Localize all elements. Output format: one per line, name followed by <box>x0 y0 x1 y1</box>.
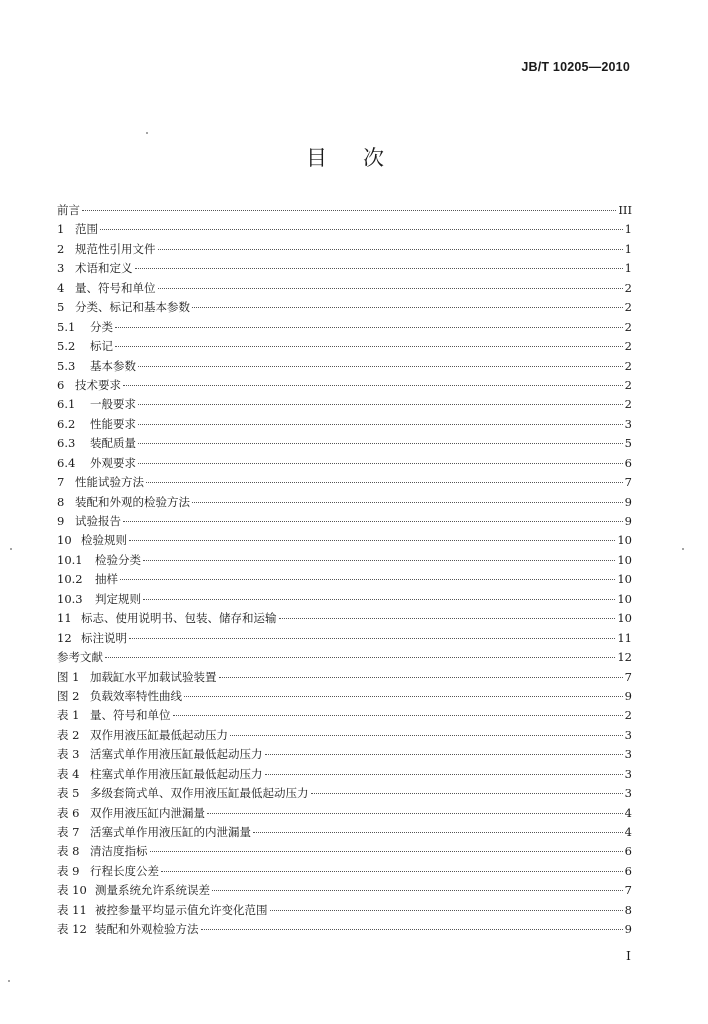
toc-entry <box>57 279 632 298</box>
toc-entry-title: 试验报告 <box>75 514 121 528</box>
dot-leader <box>115 346 623 347</box>
dot-leader <box>115 327 623 328</box>
toc-entry <box>57 901 632 920</box>
toc-entry-number: 7 <box>57 475 65 490</box>
toc-entry-title: 前言 <box>57 203 80 217</box>
toc-entry-page: 9 <box>624 514 632 528</box>
toc-entry-page: III <box>618 203 632 217</box>
toc-entry <box>57 842 632 861</box>
toc-entry-page: 10 <box>617 533 632 548</box>
table-of-contents <box>57 201 632 940</box>
toc-entry <box>57 298 632 317</box>
dot-leader <box>138 463 623 464</box>
toc-entry-number: 表 8 <box>57 844 80 859</box>
toc-entry <box>57 357 632 376</box>
page-number: I <box>626 948 631 963</box>
toc-entry-number: 5.1 <box>57 319 76 334</box>
toc-entry-number: 12 <box>57 630 72 645</box>
toc-entry-title: 检验分类 <box>95 552 141 567</box>
dot-leader <box>230 735 623 736</box>
toc-entry <box>57 726 632 745</box>
toc-entry <box>57 531 632 550</box>
toc-entry <box>57 434 632 453</box>
toc-entry-number: 3 <box>57 261 65 276</box>
toc-entry-title: 量、符号和单位 <box>75 280 156 295</box>
dot-leader <box>158 288 623 289</box>
dot-leader <box>143 599 615 600</box>
toc-entry-number: 9 <box>57 514 65 528</box>
toc-entry <box>57 240 632 259</box>
toc-entry <box>57 706 632 725</box>
toc-entry <box>57 473 632 492</box>
toc-entry <box>57 590 632 609</box>
toc-entry-page: 2 <box>624 358 632 373</box>
toc-entry-page: 3 <box>624 727 632 742</box>
toc-entry-title: 清洁度指标 <box>90 844 148 859</box>
toc-entry-title: 加载缸水平加载试验装置 <box>90 669 217 684</box>
toc-entry-number: 5 <box>57 300 65 315</box>
toc-entry <box>57 201 632 220</box>
toc-entry-page: 1 <box>624 241 632 256</box>
toc-entry-number: 图 1 <box>57 669 80 684</box>
toc-entry <box>57 920 632 939</box>
dot-leader <box>158 249 623 250</box>
dot-leader <box>143 560 615 561</box>
toc-entry <box>57 259 632 278</box>
toc-entry-number: 5.3 <box>57 358 76 373</box>
dot-leader <box>129 638 615 639</box>
toc-entry-page: 10 <box>617 552 632 567</box>
toc-entry-page: 2 <box>624 319 632 334</box>
toc-entry-page: 2 <box>624 397 632 412</box>
toc-entry-page: 3 <box>624 766 632 781</box>
toc-entry-number: 表 1 <box>57 708 80 723</box>
dot-leader <box>150 851 623 852</box>
toc-entry-page: 5 <box>624 436 632 451</box>
toc-entry-title: 装配和外观的检验方法 <box>75 494 190 509</box>
toc-entry <box>57 376 632 395</box>
toc-entry-page: 10 <box>617 572 632 587</box>
toc-entry-page: 12 <box>617 650 632 665</box>
dot-leader <box>146 482 623 483</box>
toc-entry-page: 4 <box>624 825 632 839</box>
toc-entry-title: 外观要求 <box>90 455 136 470</box>
dot-leader <box>270 910 623 911</box>
toc-entry-page: 2 <box>624 280 632 295</box>
toc-entry <box>57 395 632 414</box>
standard-code: JB/T 10205—2010 <box>521 60 630 74</box>
toc-entry-title: 范围 <box>75 222 98 237</box>
toc-entry-page: 2 <box>624 708 632 723</box>
dot-leader <box>184 696 623 697</box>
toc-entry-number: 6.4 <box>57 455 76 470</box>
dot-leader <box>161 871 623 872</box>
dot-leader <box>129 540 615 541</box>
toc-entry-number: 表 11 <box>57 902 87 917</box>
dot-leader <box>138 366 623 367</box>
toc-entry-number: 1 <box>57 222 65 237</box>
toc-entry <box>57 551 632 570</box>
page-title: 目次 <box>306 146 420 170</box>
dot-leader <box>138 404 623 405</box>
dot-leader <box>212 890 623 891</box>
dot-leader <box>201 929 623 930</box>
toc-entry-title: 活塞式单作用液压缸的内泄漏量 <box>90 825 251 839</box>
dot-leader <box>123 521 623 522</box>
toc-entry-number: 表 3 <box>57 747 80 762</box>
toc-entry-number: 6.2 <box>57 416 76 431</box>
toc-entry-title: 装配质量 <box>90 436 136 451</box>
toc-entry-page: 2 <box>624 339 632 354</box>
toc-entry-title: 双作用液压缸内泄漏量 <box>90 805 205 820</box>
toc-entry <box>57 881 632 900</box>
toc-entry-number: 表 5 <box>57 786 80 801</box>
dot-leader <box>173 715 623 716</box>
toc-entry-number: 6.1 <box>57 397 76 412</box>
toc-entry <box>57 745 632 764</box>
toc-entry <box>57 765 632 784</box>
toc-entry-title: 判定规则 <box>95 591 141 606</box>
toc-entry-title: 多级套筒式单、双作用液压缸最低起动压力 <box>90 786 309 801</box>
dot-leader <box>138 443 623 444</box>
toc-entry-page: 9 <box>624 688 632 703</box>
toc-entry-title: 柱塞式单作用液压缸最低起动压力 <box>90 766 263 781</box>
dot-leader <box>219 677 623 678</box>
toc-entry-number: 10.1 <box>57 552 83 567</box>
toc-entry-number: 表 6 <box>57 805 80 820</box>
toc-entry-page: 11 <box>617 630 632 645</box>
toc-entry <box>57 862 632 881</box>
toc-entry-number: 表 4 <box>57 766 80 781</box>
toc-entry-title: 分类、标记和基本参数 <box>75 300 190 315</box>
toc-entry-page: 3 <box>624 747 632 762</box>
toc-entry-page: 6 <box>624 844 632 859</box>
dot-leader <box>82 210 616 211</box>
toc-entry-page: 3 <box>624 416 632 431</box>
toc-entry-title: 标注说明 <box>81 630 127 645</box>
scan-speck <box>8 980 10 982</box>
toc-entry-page: 2 <box>624 300 632 315</box>
dot-leader <box>253 832 623 833</box>
toc-entry-page: 9 <box>624 922 632 937</box>
toc-entry <box>57 512 632 531</box>
toc-entry-title: 规范性引用文件 <box>75 241 156 256</box>
toc-entry-number: 6.3 <box>57 436 76 451</box>
toc-entry-number: 10.2 <box>57 572 83 587</box>
toc-entry-number: 表 7 <box>57 825 80 839</box>
toc-entry <box>57 804 632 823</box>
toc-entry-title: 性能试验方法 <box>75 475 144 490</box>
toc-entry-number: 表 9 <box>57 863 80 878</box>
toc-entry-number: 图 2 <box>57 688 80 703</box>
toc-entry-number: 11 <box>57 611 72 626</box>
toc-entry-page: 3 <box>624 786 632 801</box>
toc-entry-page: 10 <box>617 611 632 626</box>
toc-entry-title: 量、符号和单位 <box>90 708 171 723</box>
toc-entry-number: 表 2 <box>57 727 80 742</box>
toc-entry <box>57 220 632 239</box>
toc-entry-page: 6 <box>624 455 632 470</box>
toc-entry-title: 测量系统允许系统误差 <box>95 883 210 898</box>
toc-entry-title: 基本参数 <box>90 358 136 373</box>
toc-entry-number: 6 <box>57 377 65 392</box>
dot-leader <box>135 268 623 269</box>
toc-entry <box>57 629 632 648</box>
toc-entry-title: 技术要求 <box>75 377 121 392</box>
toc-entry-number: 表 12 <box>57 922 87 937</box>
scan-speck <box>10 548 12 550</box>
toc-entry-page: 4 <box>624 805 632 820</box>
toc-entry-page: 1 <box>624 261 632 276</box>
dot-leader <box>265 774 623 775</box>
toc-entry-title: 活塞式单作用液压缸最低起动压力 <box>90 747 263 762</box>
dot-leader <box>138 424 623 425</box>
dot-leader <box>192 502 623 503</box>
toc-entry <box>57 493 632 512</box>
toc-entry-title: 标志、使用说明书、包装、储存和运输 <box>81 611 277 626</box>
dot-leader <box>120 579 615 580</box>
dot-leader <box>192 307 623 308</box>
toc-entry <box>57 415 632 434</box>
toc-entry-page: 7 <box>624 669 632 684</box>
toc-entry-number: 4 <box>57 280 65 295</box>
toc-entry <box>57 668 632 687</box>
toc-entry-page: 8 <box>624 902 632 917</box>
toc-entry-title: 标记 <box>90 339 113 354</box>
toc-entry-page: 6 <box>624 863 632 878</box>
toc-entry <box>57 454 632 473</box>
toc-entry-title: 分类 <box>90 319 113 334</box>
toc-entry-title: 装配和外观检验方法 <box>95 922 199 937</box>
toc-entry-number: 表 10 <box>57 883 87 898</box>
toc-entry-page: 9 <box>624 494 632 509</box>
dot-leader <box>123 385 623 386</box>
toc-entry-title: 被控参量平均显示值允许变化范围 <box>95 902 268 917</box>
dot-leader <box>100 229 623 230</box>
toc-entry-title: 抽样 <box>95 572 118 587</box>
toc-entry-title: 一般要求 <box>90 397 136 412</box>
toc-entry-page: 10 <box>617 591 632 606</box>
toc-entry <box>57 337 632 356</box>
toc-entry-title: 双作用液压缸最低起动压力 <box>90 727 228 742</box>
toc-entry-page: 1 <box>624 222 632 237</box>
toc-entry-title: 性能要求 <box>90 416 136 431</box>
toc-entry-title: 术语和定义 <box>75 261 133 276</box>
toc-entry-title: 行程长度公差 <box>90 863 159 878</box>
toc-entry <box>57 570 632 589</box>
scan-speck <box>146 132 148 134</box>
toc-entry <box>57 318 632 337</box>
toc-entry <box>57 687 632 706</box>
toc-entry <box>57 648 632 667</box>
toc-entry-page: 7 <box>624 883 632 898</box>
toc-entry-number: 8 <box>57 494 65 509</box>
toc-entry-number: 10.3 <box>57 591 83 606</box>
toc-entry-number: 2 <box>57 241 65 256</box>
toc-entry-page: 7 <box>624 475 632 490</box>
toc-entry <box>57 823 632 842</box>
dot-leader <box>279 618 616 619</box>
toc-entry-title: 检验规则 <box>81 533 127 548</box>
toc-entry <box>57 784 632 803</box>
toc-entry-page: 2 <box>624 377 632 392</box>
toc-entry-title: 负载效率特性曲线 <box>90 688 182 703</box>
scan-speck <box>682 548 684 550</box>
toc-entry-title: 参考文献 <box>57 650 103 665</box>
dot-leader <box>207 813 623 814</box>
toc-entry-number: 10 <box>57 533 72 548</box>
dot-leader <box>265 754 623 755</box>
toc-entry <box>57 609 632 628</box>
dot-leader <box>311 793 623 794</box>
dot-leader <box>105 657 615 658</box>
toc-entry-number: 5.2 <box>57 339 76 354</box>
